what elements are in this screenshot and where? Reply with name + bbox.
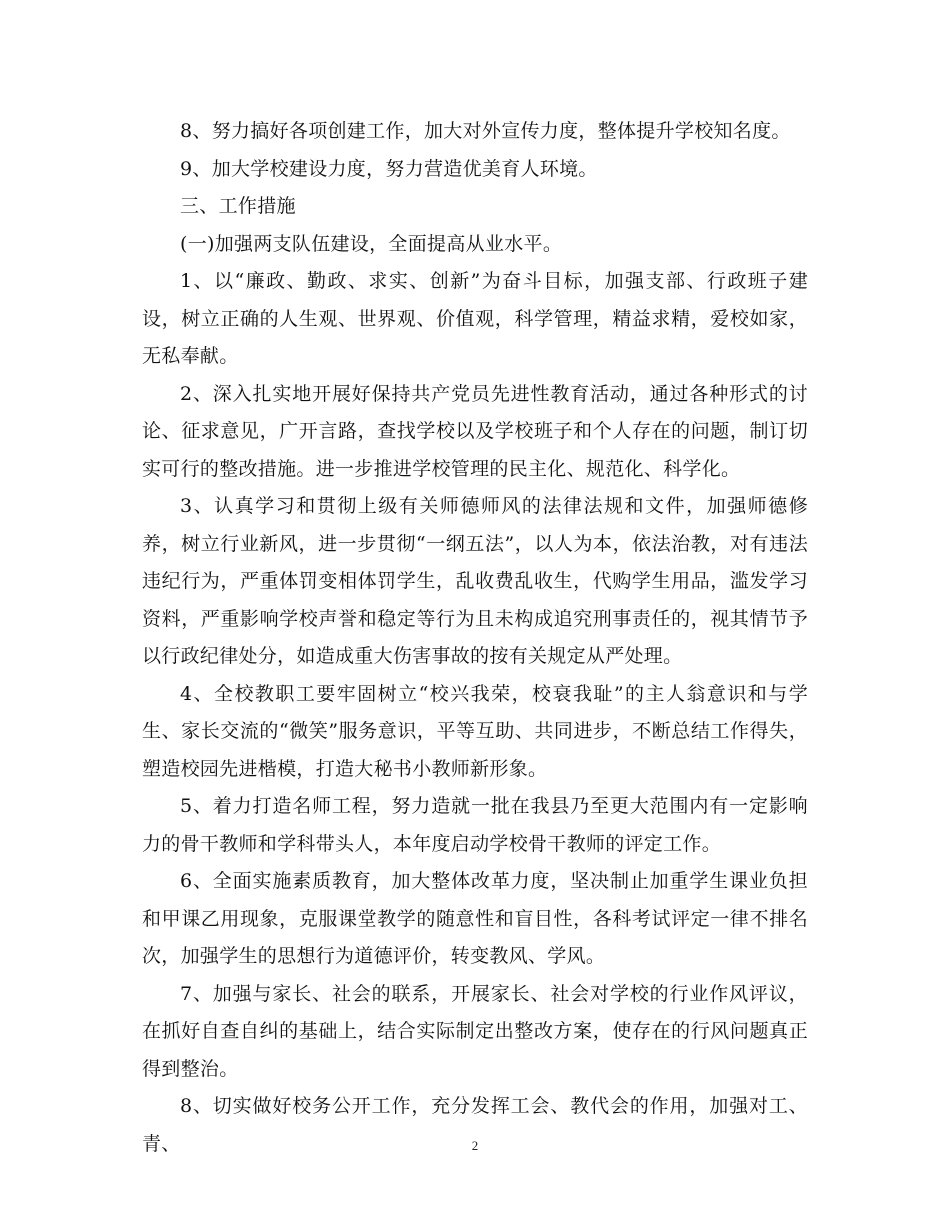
paragraph-measure-1: 1、以“廉政、勤政、求实、创新”为奋斗目标，加强支部、行政班子建设，树立正确的人生观、世界观、价值观，科学管理，精益求精，爱校如家，无私奉献。 xyxy=(142,270,808,367)
paragraph-measure-3: 3、认真学习和贯彻上级有关师德师风的法律法规和文件，加强师德修养，树立行业新风，进一步贯彻“一纲五法”，以人为本，依法治教，对有违法违纪行为，严重体罚变相体罚学生，乱收费乱收生，代购学生用品，滥发学习资料，严重影响学校声誉和稳定等行为且未构成追究刑事责任的，视其情节予以行政纪律处分，如造成重大伤害事故的按有关规定从严处理。 xyxy=(142,495,808,667)
paragraph-measure-2: 2、深入扎实地开展好保持共产党员先进性教育活动，通过各种形式的讨论、征求意见，广开言路，查找学校以及学校班子和个人存在的问题，制订切实可行的整改措施。进一步推进学校管理的民主化、规范化、科学化。 xyxy=(142,382,808,480)
paragraph-measure-4: 4、全校教职工要牢固树立“校兴我荣，校衰我耻”的主人翁意识和与学生、家长交流的“微笑”服务意识，平等互助、共同进步，不断总结工作得失，塑造校园先进楷模，打造大秘书小教师新形象。 xyxy=(142,682,808,780)
document-body xyxy=(142,113,808,1163)
subsection-heading-team-building: (一)加强两支队伍建设，全面提高从业水平。 xyxy=(180,232,563,255)
paragraph-measure-7: 7、加强与家长、社会的联系，开展家长、社会对学校的行业作风评议，在抓好自查自纠的基础上，结合实际制定出整改方案，使存在的行风问题真正得到整治。 xyxy=(142,982,808,1080)
paragraph-measure-6: 6、全面实施素质教育，加大整体改革力度，坚决制止加重学生课业负担和甲课乙用现象，克服课堂教学的随意性和盲目性，各科考试评定一律不排名次，加强学生的思想行为道德评价，转变教风、学风。 xyxy=(142,870,808,967)
paragraph-item-9-environment: 9、加大学校建设力度，努力营造优美育人环境。 xyxy=(180,157,598,180)
paragraph-item-8-publicity: 8、努力搞好各项创建工作，加大对外宣传力度，整体提升学校知名度。 xyxy=(180,120,791,142)
paragraph-measure-8: 8、切实做好校务公开工作，充分发挥工会、教代会的作用，加强对工、青、 xyxy=(142,1095,808,1155)
section-heading-work-measures: 三、工作措施 xyxy=(180,195,296,217)
paragraph-measure-5: 5、着力打造名师工程，努力造就一批在我县乃至更大范围内有一定影响力的骨干教师和学科带头人，本年度启动学校骨干教师的评定工作。 xyxy=(142,795,808,855)
page-number: 2 xyxy=(471,1138,479,1153)
